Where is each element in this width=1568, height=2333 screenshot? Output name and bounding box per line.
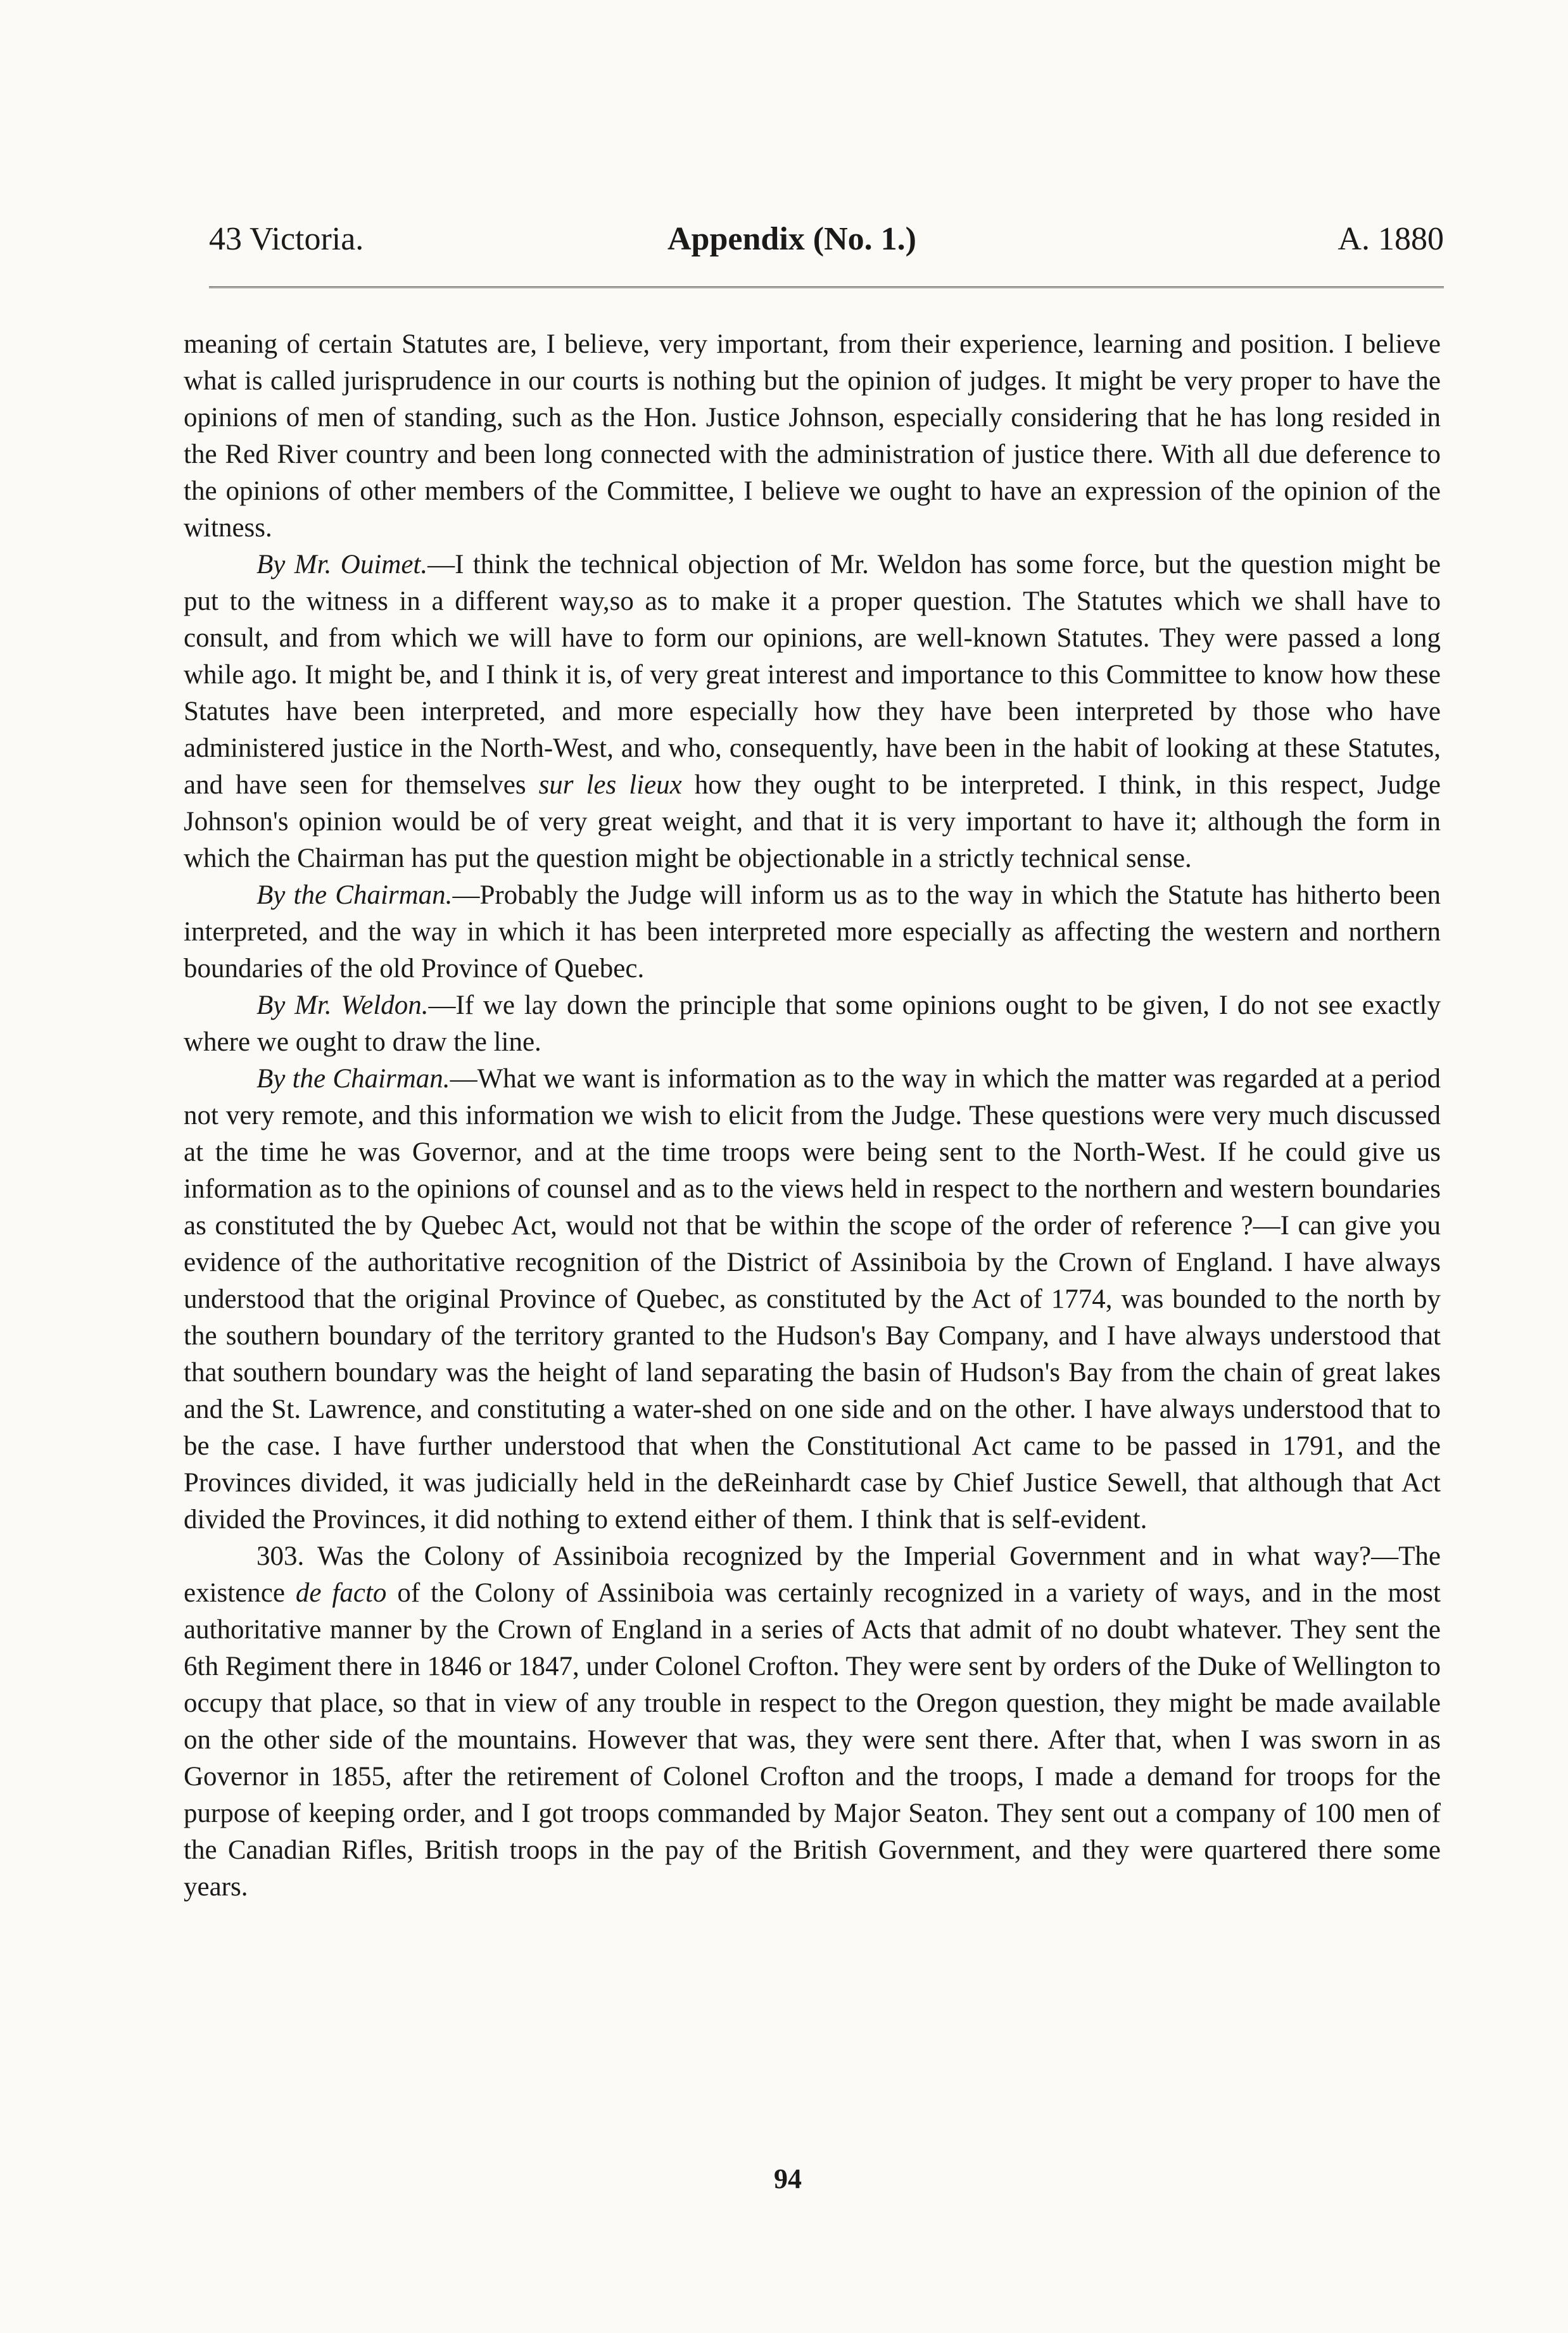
header-year: A. 1880 bbox=[1337, 221, 1444, 257]
paragraph-6: 303. Was the Colony of Assiniboia recognized by the Imperial Government and in what way?—The existence de facto of the Colony of Assiniboia was certainly recognized in a variety of ways, and in the most authoritative manner by the Crown of England in a series of Acts that admit of no doubt whatever. They sent the 6th Regiment there in 1846 or 1847, under Colonel Crofton. They were sent by orders of the Duke of Wellington to occupy that place, so that in view of any trouble in respect to the Oregon question, they might be made available on the other side of the mountains. However that was, they were sent there. After that, when I was sworn in as Governor in 1855, after the retirement of Colonel Crofton and the troops, I made a demand for troops for the purpose of keeping order, and I got troops commanded by Major Seaton. They sent out a company of 100 men of the Canadian Rifles, British troops in the pay of the British Government, and they were quartered there some years. bbox=[184, 1541, 1441, 1902]
speaker-label: By the Chairman. bbox=[256, 880, 453, 910]
running-header bbox=[209, 214, 1444, 265]
header-appendix: Appendix (No. 1.) bbox=[667, 221, 916, 257]
speaker-label: By Mr. Weldon. bbox=[256, 990, 429, 1020]
paragraph-2: By Mr. Ouimet.—I think the technical objection of Mr. Weldon has some force, but the question might be put to the witness in a different way,so as to make it a proper question. The Statutes which we shall have to consult, and from which we will have to form our opinions, are well-known Statutes. They were passed a long while ago. It might be, and I think it is, of very great interest and importance to this Committee to know how these Statutes have been interpreted, and more especially how they have been interpreted by those who have administered justice in the North-West, and who, consequently, have been in the habit of looking at these Statutes, and have seen for themselves sur les lieux how they ought to be interpreted. I think, in this respect, Judge Johnson's opinion would be of very great weight, and that it is very important to have it; although the form in which the Chairman has put the question might be objectionable in a strictly technical sense. bbox=[184, 550, 1441, 873]
paragraph-4: By Mr. Weldon.—If we lay down the principle that some opinions ought to be given, I do not see exactly where we ought to draw the line. bbox=[184, 990, 1441, 1057]
paragraph-5: By the Chairman.—What we want is information as to the way in which the matter was regarded at a period not very remote, and this information we wish to elicit from the Judge. These questions were very much discussed at the time he was Governor, and at the time troops were being sent to the North-West. If he could give us information as to the opinions of counsel and as to the views held in respect to the northern and western boundaries as constituted the by Quebec Act, would not that be within the scope of the order of reference ?—I can give you evidence of the authoritative recognition of the District of Assiniboia by the Crown of England. I have always understood that the original Province of Quebec, as constituted by the Act of 1774, was bounded to the north by the southern boundary of the territory granted to the Hudson's Bay Company, and I have always understood that that southern boundary was the height of land separating the basin of Hudson's Bay from the chain of great lakes and the St. Lawrence, and constituting a water-shed on one side and on the other. I have always understood that to be the case. I have further understood that when the Constitutional Act came to be passed in 1791, and the Provinces divided, it was judicially held in the deReinhardt case by Chief Justice Sewell, that although that Act divided the Provinces, it did nothing to extend either of them. I think that is self-evident. bbox=[184, 1064, 1441, 1534]
paragraph-3: By the Chairman.—Probably the Judge will inform us as to the way in which the Statute has hitherto been interpreted, and the way in which it has been interpreted more especially as affecting the western and northern boundaries of the old Province of Quebec. bbox=[184, 880, 1441, 983]
speaker-label: By Mr. Ouimet. bbox=[256, 550, 428, 579]
page-number: 94 bbox=[774, 2163, 802, 2194]
page-body bbox=[184, 326, 1441, 1906]
header-rule bbox=[209, 286, 1444, 288]
header-session: 43 Victoria. bbox=[209, 221, 364, 257]
speaker-label: By the Chairman. bbox=[256, 1064, 450, 1094]
paragraph-1: meaning of certain Statutes are, I believe, very important, from their experience, learning and position. I believe what is called jurisprudence in our courts is nothing but the opinion of judges. It might be very proper to have the opinions of men of standing, such as the Hon. Justice Johnson, especially considering that he has long resided in the Red River country and been long connected with the administration of justice there. With all due deference to the opinions of other members of the Committee, I believe we ought to have an expression of the opinion of the witness. bbox=[184, 329, 1441, 543]
